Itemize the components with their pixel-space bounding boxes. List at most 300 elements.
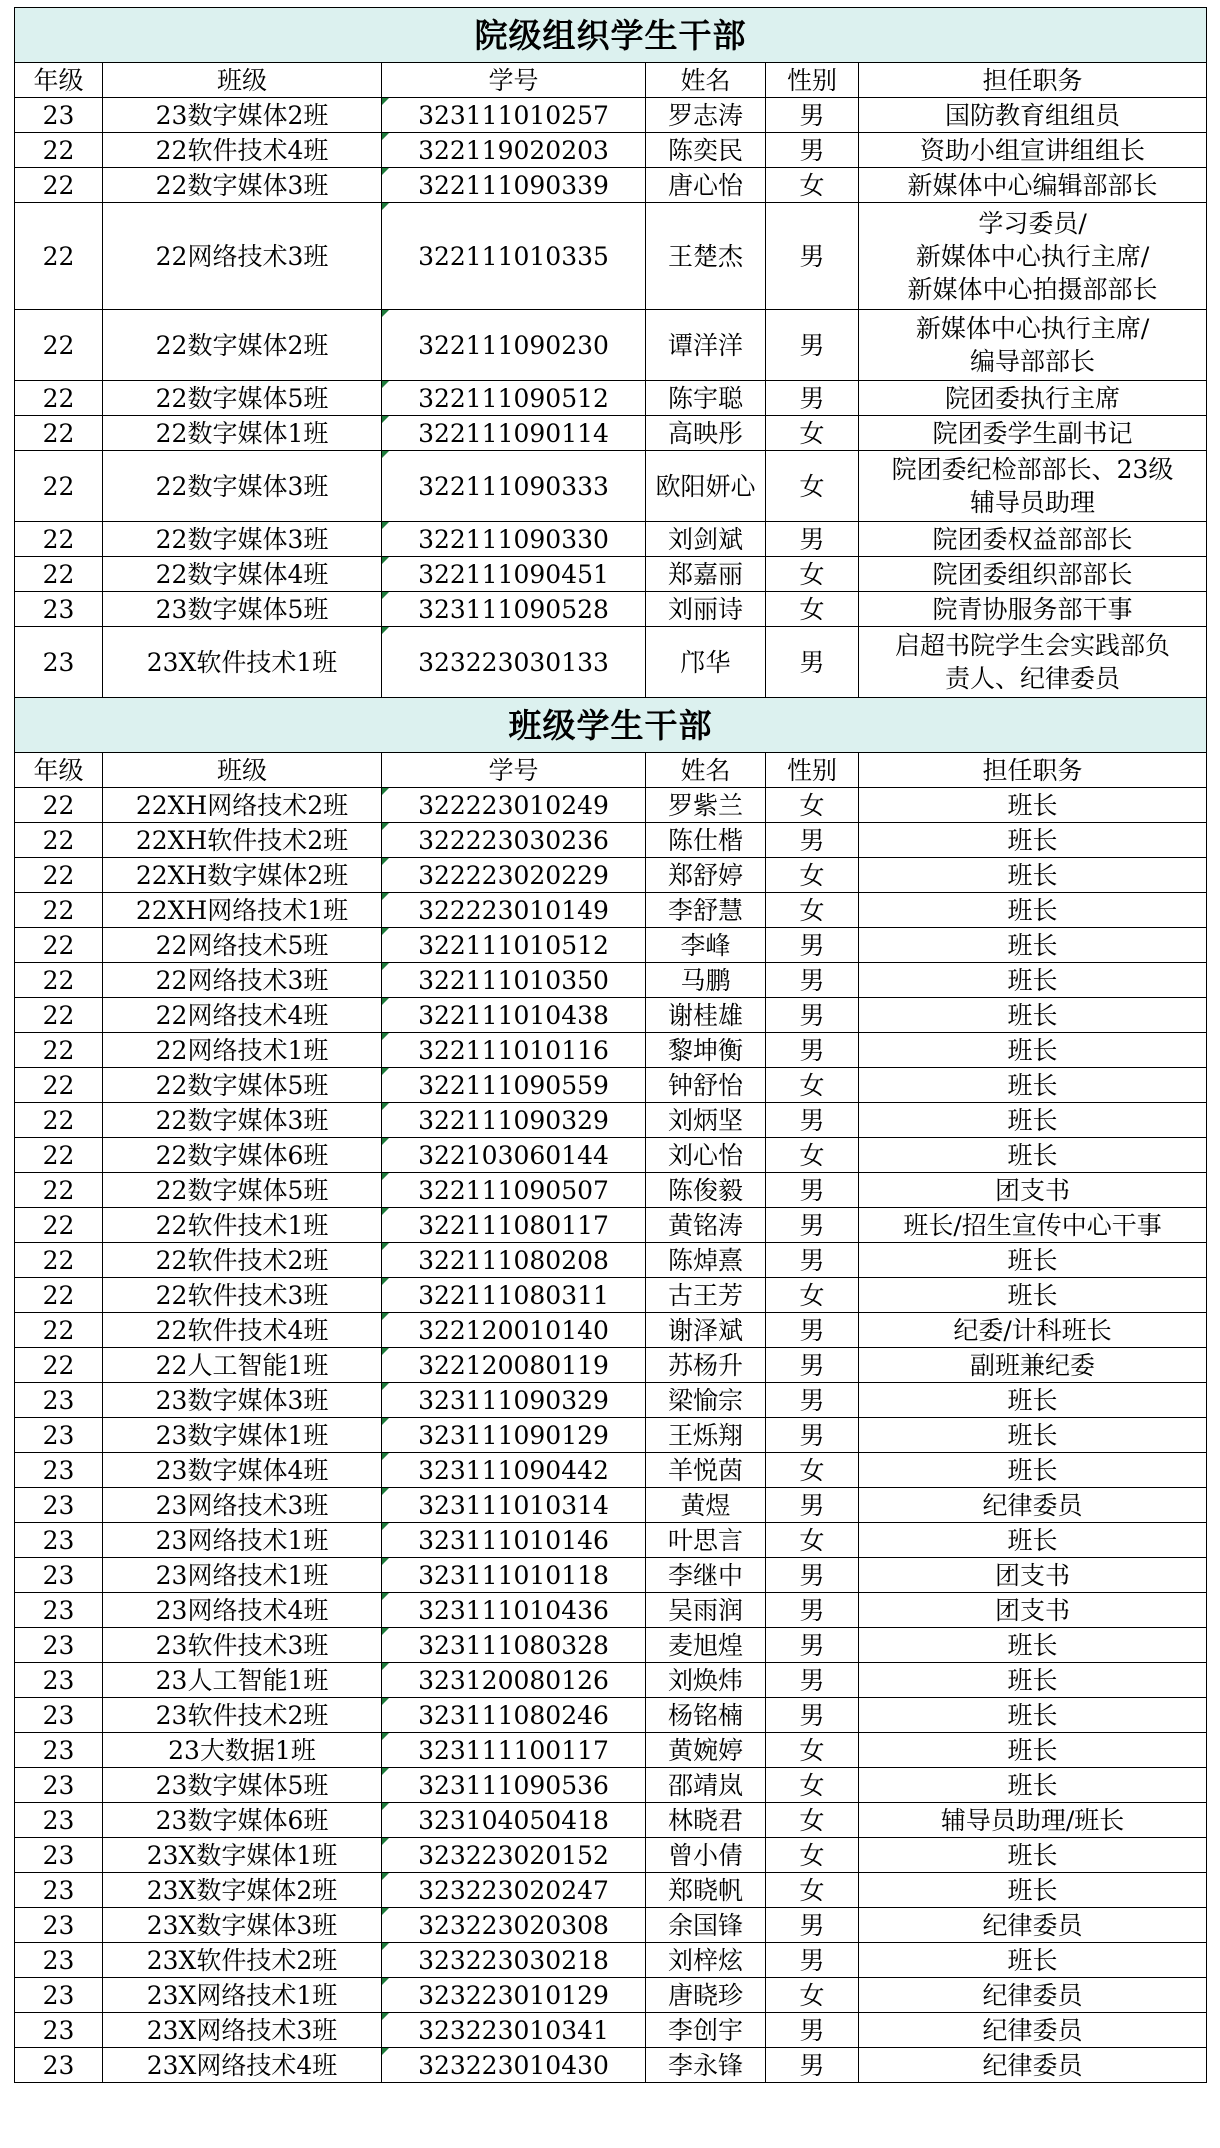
- duty-cell: 班长: [859, 1943, 1207, 1978]
- class-cell: 23数字媒体5班: [103, 1768, 382, 1803]
- table-row: [15, 1068, 1207, 1103]
- gender-cell: 男: [766, 627, 859, 698]
- class-cell: 23网络技术3班: [103, 1488, 382, 1523]
- name-cell: 陈焯熹: [646, 1243, 766, 1278]
- grade-cell: 22: [15, 522, 103, 557]
- student-id-cell: 323223010341: [382, 2013, 646, 2048]
- class-cell: 23网络技术1班: [103, 1523, 382, 1558]
- class-cell: 22软件技术4班: [103, 133, 382, 168]
- class-cell: 22网络技术1班: [103, 1033, 382, 1068]
- gender-cell: 女: [766, 1733, 859, 1768]
- gender-cell: 男: [766, 998, 859, 1033]
- student-id-cell: 322111090333: [382, 451, 646, 522]
- name-cell: 曾小倩: [646, 1838, 766, 1873]
- class-cell: 22数字媒体6班: [103, 1138, 382, 1173]
- grade-cell: 23: [15, 1698, 103, 1733]
- grade-cell: 23: [15, 1663, 103, 1698]
- duty-cell: 启超书院学生会实践部负 责人、纪律委员: [859, 627, 1207, 698]
- student-id-cell: 323111090528: [382, 592, 646, 627]
- student-id-cell: 322111090507: [382, 1173, 646, 1208]
- class-cell: 22软件技术2班: [103, 1243, 382, 1278]
- gender-cell: 女: [766, 557, 859, 592]
- duty-cell: 新媒体中心编辑部部长: [859, 168, 1207, 203]
- column-header: 班级: [103, 753, 382, 788]
- student-id-cell: 322111010335: [382, 203, 646, 310]
- grade-cell: 23: [15, 1558, 103, 1593]
- gender-cell: 男: [766, 1663, 859, 1698]
- duty-cell: 班长/招生宣传中心干事: [859, 1208, 1207, 1243]
- section-title: 院级组织学生干部: [15, 8, 1207, 63]
- class-cell: 23X网络技术1班: [103, 1978, 382, 2013]
- grade-cell: 23: [15, 2048, 103, 2083]
- grade-cell: 23: [15, 1978, 103, 2013]
- gender-cell: 女: [766, 451, 859, 522]
- duty-cell: 院团委权益部部长: [859, 522, 1207, 557]
- grade-cell: 23: [15, 1768, 103, 1803]
- name-cell: 欧阳妍心: [646, 451, 766, 522]
- duty-cell: 院团委执行主席: [859, 381, 1207, 416]
- name-cell: 李舒慧: [646, 893, 766, 928]
- class-cell: 22软件技术1班: [103, 1208, 382, 1243]
- grade-cell: 22: [15, 893, 103, 928]
- duty-cell: 班长: [859, 1698, 1207, 1733]
- student-id-cell: 323223010129: [382, 1978, 646, 2013]
- name-cell: 羊悦茵: [646, 1453, 766, 1488]
- duty-cell: 纪律委员: [859, 1488, 1207, 1523]
- class-cell: 22网络技术3班: [103, 203, 382, 310]
- name-cell: 李创宇: [646, 2013, 766, 2048]
- grade-cell: 23: [15, 1733, 103, 1768]
- table-row: [15, 1558, 1207, 1593]
- duty-cell: 纪律委员: [859, 1908, 1207, 1943]
- column-header: 姓名: [646, 753, 766, 788]
- name-cell: 苏杨升: [646, 1348, 766, 1383]
- class-cell: 23数字媒体4班: [103, 1453, 382, 1488]
- class-cell: 22数字媒体4班: [103, 557, 382, 592]
- student-id-cell: 323111010436: [382, 1593, 646, 1628]
- table-row: [15, 893, 1207, 928]
- table-row: [15, 928, 1207, 963]
- duty-cell: 班长: [859, 1628, 1207, 1663]
- student-id-cell: 322223030236: [382, 823, 646, 858]
- gender-cell: 女: [766, 1873, 859, 1908]
- grade-cell: 23: [15, 1873, 103, 1908]
- duty-cell: 院团委组织部部长: [859, 557, 1207, 592]
- gender-cell: 女: [766, 1838, 859, 1873]
- class-cell: 22数字媒体3班: [103, 522, 382, 557]
- gender-cell: 男: [766, 1103, 859, 1138]
- grade-cell: 22: [15, 1173, 103, 1208]
- name-cell: 钟舒怡: [646, 1068, 766, 1103]
- table-row: [15, 1593, 1207, 1628]
- duty-cell: 新媒体中心执行主席/ 编导部部长: [859, 310, 1207, 381]
- class-cell: 23软件技术3班: [103, 1628, 382, 1663]
- class-cell: 22网络技术3班: [103, 963, 382, 998]
- duty-cell: 班长: [859, 1838, 1207, 1873]
- duty-cell: 院团委纪检部部长、23级 辅导员助理: [859, 451, 1207, 522]
- gender-cell: 男: [766, 1943, 859, 1978]
- grade-cell: 23: [15, 592, 103, 627]
- student-id-cell: 322111010350: [382, 963, 646, 998]
- name-cell: 刘焕炜: [646, 1663, 766, 1698]
- gender-cell: 女: [766, 1138, 859, 1173]
- gender-cell: 男: [766, 963, 859, 998]
- table-row: [15, 1208, 1207, 1243]
- gender-cell: 男: [766, 1488, 859, 1523]
- duty-cell: 辅导员助理/班长: [859, 1803, 1207, 1838]
- table-row: [15, 557, 1207, 592]
- student-id-cell: 322111090329: [382, 1103, 646, 1138]
- student-id-cell: 323111010314: [382, 1488, 646, 1523]
- name-cell: 刘梓炫: [646, 1943, 766, 1978]
- name-cell: 刘丽诗: [646, 592, 766, 627]
- table-row: [15, 168, 1207, 203]
- student-id-cell: 322223010249: [382, 788, 646, 823]
- table-row: [15, 1978, 1207, 2013]
- grade-cell: 22: [15, 416, 103, 451]
- student-id-cell: 322120080119: [382, 1348, 646, 1383]
- student-id-cell: 322120010140: [382, 1313, 646, 1348]
- grade-cell: 23: [15, 1943, 103, 1978]
- name-cell: 梁愉宗: [646, 1383, 766, 1418]
- class-cell: 23人工智能1班: [103, 1663, 382, 1698]
- student-id-cell: 323104050418: [382, 1803, 646, 1838]
- student-id-cell: 323223030133: [382, 627, 646, 698]
- name-cell: 谢泽斌: [646, 1313, 766, 1348]
- class-cell: 23X软件技术1班: [103, 627, 382, 698]
- column-header: 年级: [15, 63, 103, 98]
- table-row: [15, 203, 1207, 310]
- name-cell: 林晓君: [646, 1803, 766, 1838]
- gender-cell: 男: [766, 203, 859, 310]
- table-row: [15, 1103, 1207, 1138]
- class-cell: 23网络技术1班: [103, 1558, 382, 1593]
- grade-cell: 23: [15, 1418, 103, 1453]
- name-cell: 陈仕楷: [646, 823, 766, 858]
- table-row: [15, 1663, 1207, 1698]
- student-id-cell: 322111090114: [382, 416, 646, 451]
- grade-cell: 23: [15, 1628, 103, 1663]
- grade-cell: 22: [15, 998, 103, 1033]
- student-id-cell: 323111080246: [382, 1698, 646, 1733]
- grade-cell: 23: [15, 1908, 103, 1943]
- name-cell: 余国锋: [646, 1908, 766, 1943]
- name-cell: 郑舒婷: [646, 858, 766, 893]
- grade-cell: 23: [15, 1383, 103, 1418]
- class-cell: 22数字媒体3班: [103, 451, 382, 522]
- gender-cell: 女: [766, 168, 859, 203]
- table-row: [15, 1033, 1207, 1068]
- grade-cell: 22: [15, 1068, 103, 1103]
- gender-cell: 男: [766, 2048, 859, 2083]
- name-cell: 王烁翔: [646, 1418, 766, 1453]
- name-cell: 邝华: [646, 627, 766, 698]
- gender-cell: 男: [766, 1418, 859, 1453]
- class-cell: 22软件技术4班: [103, 1313, 382, 1348]
- student-id-cell: 323223030218: [382, 1943, 646, 1978]
- duty-cell: 班长: [859, 823, 1207, 858]
- table-row: [15, 451, 1207, 522]
- duty-cell: 班长: [859, 1873, 1207, 1908]
- student-id-cell: 322223020229: [382, 858, 646, 893]
- grade-cell: 23: [15, 1838, 103, 1873]
- header-row: [15, 753, 1207, 788]
- class-cell: 23数字媒体6班: [103, 1803, 382, 1838]
- grade-cell: 22: [15, 1033, 103, 1068]
- duty-cell: 班长: [859, 1103, 1207, 1138]
- duty-cell: 班长: [859, 998, 1207, 1033]
- gender-cell: 女: [766, 1453, 859, 1488]
- duty-cell: 团支书: [859, 1593, 1207, 1628]
- student-id-cell: 322111010512: [382, 928, 646, 963]
- name-cell: 黄铭涛: [646, 1208, 766, 1243]
- name-cell: 邵靖岚: [646, 1768, 766, 1803]
- student-id-cell: 323111090129: [382, 1418, 646, 1453]
- name-cell: 杨铭楠: [646, 1698, 766, 1733]
- column-header: 性别: [766, 63, 859, 98]
- name-cell: 罗紫兰: [646, 788, 766, 823]
- column-header: 班级: [103, 63, 382, 98]
- student-id-cell: 323111010118: [382, 1558, 646, 1593]
- name-cell: 古王芳: [646, 1278, 766, 1313]
- gender-cell: 男: [766, 310, 859, 381]
- duty-cell: 班长: [859, 1278, 1207, 1313]
- student-id-cell: 322111090512: [382, 381, 646, 416]
- gender-cell: 男: [766, 928, 859, 963]
- duty-cell: 院团委学生副书记: [859, 416, 1207, 451]
- student-id-cell: 322111010438: [382, 998, 646, 1033]
- table-row: [15, 1943, 1207, 1978]
- gender-cell: 女: [766, 1278, 859, 1313]
- grade-cell: 22: [15, 310, 103, 381]
- student-id-cell: 323223020247: [382, 1873, 646, 1908]
- student-id-cell: 322223010149: [382, 893, 646, 928]
- duty-cell: 班长: [859, 1068, 1207, 1103]
- table-row: [15, 1348, 1207, 1383]
- gender-cell: 男: [766, 1558, 859, 1593]
- student-id-cell: 323111090536: [382, 1768, 646, 1803]
- grade-cell: 23: [15, 627, 103, 698]
- grade-cell: 22: [15, 1138, 103, 1173]
- gender-cell: 男: [766, 522, 859, 557]
- duty-cell: 班长: [859, 1663, 1207, 1698]
- duty-cell: 团支书: [859, 1558, 1207, 1593]
- student-id-cell: 323223020308: [382, 1908, 646, 1943]
- student-id-cell: 322111090230: [382, 310, 646, 381]
- table-row: [15, 998, 1207, 1033]
- name-cell: 麦旭煌: [646, 1628, 766, 1663]
- grade-cell: 22: [15, 168, 103, 203]
- class-cell: 23X数字媒体1班: [103, 1838, 382, 1873]
- student-id-cell: 322111010116: [382, 1033, 646, 1068]
- table-row: [15, 2048, 1207, 2083]
- name-cell: 刘心怡: [646, 1138, 766, 1173]
- student-id-cell: 323120080126: [382, 1663, 646, 1698]
- table-row: [15, 2013, 1207, 2048]
- grade-cell: 22: [15, 133, 103, 168]
- class-cell: 23X网络技术4班: [103, 2048, 382, 2083]
- gender-cell: 男: [766, 1173, 859, 1208]
- name-cell: 高映彤: [646, 416, 766, 451]
- student-id-cell: 323111100117: [382, 1733, 646, 1768]
- name-cell: 李继中: [646, 1558, 766, 1593]
- section-title: 班级学生干部: [15, 698, 1207, 753]
- class-cell: 22数字媒体5班: [103, 1068, 382, 1103]
- cadre-table-body: [15, 8, 1207, 2083]
- column-header: 性别: [766, 753, 859, 788]
- grade-cell: 23: [15, 98, 103, 133]
- table-row: [15, 1698, 1207, 1733]
- column-header: 姓名: [646, 63, 766, 98]
- class-cell: 23网络技术4班: [103, 1593, 382, 1628]
- student-id-cell: 323111080328: [382, 1628, 646, 1663]
- grade-cell: 22: [15, 1278, 103, 1313]
- grade-cell: 22: [15, 1348, 103, 1383]
- header-row: [15, 63, 1207, 98]
- gender-cell: 男: [766, 2013, 859, 2048]
- table-row: [15, 522, 1207, 557]
- table-row: [15, 858, 1207, 893]
- table-row: [15, 1383, 1207, 1418]
- class-cell: 22数字媒体2班: [103, 310, 382, 381]
- name-cell: 李永锋: [646, 2048, 766, 2083]
- gender-cell: 男: [766, 1313, 859, 1348]
- grade-cell: 23: [15, 1453, 103, 1488]
- name-cell: 陈奕民: [646, 133, 766, 168]
- gender-cell: 男: [766, 1383, 859, 1418]
- gender-cell: 女: [766, 1803, 859, 1838]
- column-header: 担任职务: [859, 63, 1207, 98]
- duty-cell: 班长: [859, 1768, 1207, 1803]
- name-cell: 黄煜: [646, 1488, 766, 1523]
- student-id-cell: 322111080117: [382, 1208, 646, 1243]
- gender-cell: 男: [766, 133, 859, 168]
- student-id-cell: 322111090559: [382, 1068, 646, 1103]
- student-id-cell: 322111090330: [382, 522, 646, 557]
- name-cell: 刘炳坚: [646, 1103, 766, 1138]
- column-header: 学号: [382, 63, 646, 98]
- table-row: [15, 1768, 1207, 1803]
- gender-cell: 女: [766, 1978, 859, 2013]
- student-id-cell: 322111090339: [382, 168, 646, 203]
- grade-cell: 22: [15, 963, 103, 998]
- name-cell: 陈俊毅: [646, 1173, 766, 1208]
- gender-cell: 女: [766, 858, 859, 893]
- name-cell: 叶思言: [646, 1523, 766, 1558]
- gender-cell: 男: [766, 1348, 859, 1383]
- table-row: [15, 963, 1207, 998]
- grade-cell: 22: [15, 203, 103, 310]
- duty-cell: 纪律委员: [859, 1978, 1207, 2013]
- grade-cell: 23: [15, 1523, 103, 1558]
- name-cell: 唐晓珍: [646, 1978, 766, 2013]
- gender-cell: 男: [766, 1033, 859, 1068]
- table-row: [15, 133, 1207, 168]
- class-cell: 23软件技术2班: [103, 1698, 382, 1733]
- grade-cell: 23: [15, 1488, 103, 1523]
- gender-cell: 男: [766, 823, 859, 858]
- duty-cell: 班长: [859, 858, 1207, 893]
- duty-cell: 纪律委员: [859, 2048, 1207, 2083]
- class-cell: 22XH软件技术2班: [103, 823, 382, 858]
- duty-cell: 院青协服务部干事: [859, 592, 1207, 627]
- gender-cell: 女: [766, 1523, 859, 1558]
- duty-cell: 班长: [859, 1453, 1207, 1488]
- grade-cell: 22: [15, 858, 103, 893]
- name-cell: 黎坤衡: [646, 1033, 766, 1068]
- duty-cell: 班长: [859, 1418, 1207, 1453]
- table-row: [15, 1173, 1207, 1208]
- class-cell: 23数字媒体3班: [103, 1383, 382, 1418]
- student-id-cell: 323111010257: [382, 98, 646, 133]
- section-title-row: [15, 698, 1207, 753]
- table-row: [15, 416, 1207, 451]
- gender-cell: 男: [766, 1593, 859, 1628]
- name-cell: 黄婉婷: [646, 1733, 766, 1768]
- class-cell: 23X数字媒体3班: [103, 1908, 382, 1943]
- grade-cell: 22: [15, 823, 103, 858]
- class-cell: 23X软件技术2班: [103, 1943, 382, 1978]
- class-cell: 23数字媒体5班: [103, 592, 382, 627]
- class-cell: 22XH数字媒体2班: [103, 858, 382, 893]
- table-row: [15, 1803, 1207, 1838]
- name-cell: 唐心怡: [646, 168, 766, 203]
- grade-cell: 22: [15, 557, 103, 592]
- cadre-table: [14, 7, 1207, 2083]
- gender-cell: 男: [766, 1698, 859, 1733]
- gender-cell: 男: [766, 1628, 859, 1663]
- name-cell: 吴雨润: [646, 1593, 766, 1628]
- class-cell: 22XH网络技术2班: [103, 788, 382, 823]
- duty-cell: 副班兼纪委: [859, 1348, 1207, 1383]
- name-cell: 李峰: [646, 928, 766, 963]
- table-row: [15, 1488, 1207, 1523]
- table-row: [15, 1278, 1207, 1313]
- table-row: [15, 1138, 1207, 1173]
- grade-cell: 22: [15, 1208, 103, 1243]
- class-cell: 22网络技术4班: [103, 998, 382, 1033]
- student-id-cell: 323111090329: [382, 1383, 646, 1418]
- class-cell: 22软件技术3班: [103, 1278, 382, 1313]
- table-row: [15, 1628, 1207, 1663]
- duty-cell: 资助小组宣讲组组长: [859, 133, 1207, 168]
- table-row: [15, 823, 1207, 858]
- name-cell: 马鹏: [646, 963, 766, 998]
- student-id-cell: 323223020152: [382, 1838, 646, 1873]
- name-cell: 郑嘉丽: [646, 557, 766, 592]
- grade-cell: 22: [15, 928, 103, 963]
- column-header: 担任职务: [859, 753, 1207, 788]
- grade-cell: 23: [15, 1803, 103, 1838]
- section-title-row: [15, 8, 1207, 63]
- table-row: [15, 1453, 1207, 1488]
- class-cell: 23X数字媒体2班: [103, 1873, 382, 1908]
- table-row: [15, 310, 1207, 381]
- class-cell: 22数字媒体5班: [103, 1173, 382, 1208]
- gender-cell: 女: [766, 416, 859, 451]
- gender-cell: 女: [766, 788, 859, 823]
- class-cell: 22数字媒体3班: [103, 1103, 382, 1138]
- table-row: [15, 592, 1207, 627]
- class-cell: 22数字媒体1班: [103, 416, 382, 451]
- duty-cell: 班长: [859, 1523, 1207, 1558]
- student-id-cell: 322103060144: [382, 1138, 646, 1173]
- duty-cell: 学习委员/ 新媒体中心执行主席/ 新媒体中心拍摄部部长: [859, 203, 1207, 310]
- name-cell: 陈宇聪: [646, 381, 766, 416]
- duty-cell: 团支书: [859, 1173, 1207, 1208]
- table-row: [15, 381, 1207, 416]
- table-row: [15, 98, 1207, 133]
